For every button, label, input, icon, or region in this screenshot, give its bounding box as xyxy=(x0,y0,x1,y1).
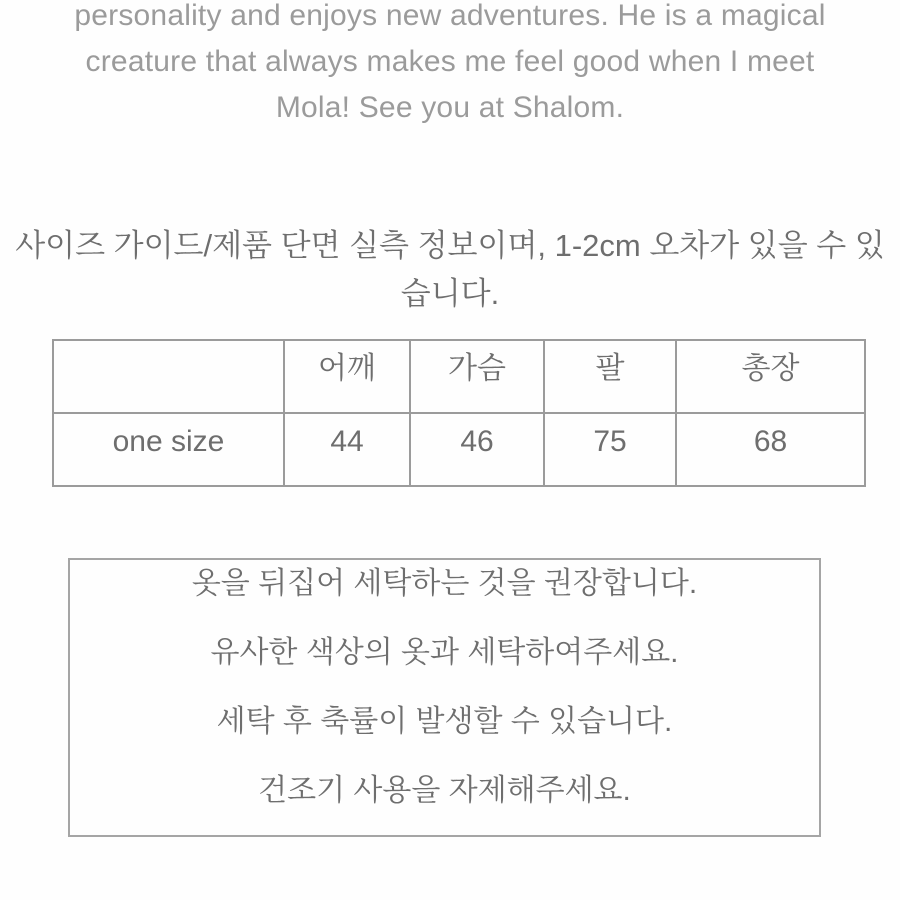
size-table-data-row xyxy=(53,413,865,486)
size-guide-note xyxy=(0,222,900,318)
size-table-corner-cell xyxy=(53,340,284,413)
value-chest: 46 xyxy=(410,413,544,486)
value-arm: 75 xyxy=(544,413,676,486)
size-table-header-row xyxy=(53,340,865,413)
care-instructions-box xyxy=(68,558,821,837)
size-guide-note-line: 사이즈 가이드/제품 단면 실측 정보이며, 1-2cm 오차가 있을 수 있 xyxy=(15,228,885,263)
intro-line: Mola! See you at Shalom. xyxy=(275,91,625,124)
care-instruction-line: 건조기 사용을 자제해주세요. xyxy=(258,773,631,807)
col-header-arm: 팔 xyxy=(544,340,676,413)
col-header-total-length: 총장 xyxy=(676,340,865,413)
value-shoulder: 44 xyxy=(284,413,410,486)
care-instruction-line: 유사한 색상의 옷과 세탁하여주세요. xyxy=(210,635,679,669)
col-header-shoulder: 어깨 xyxy=(284,340,410,413)
care-instruction-line: 옷을 뒤집어 세탁하는 것을 권장합니다. xyxy=(191,566,698,600)
care-instruction-line: 세탁 후 축률이 발생할 수 있습니다. xyxy=(216,704,673,738)
intro-line: personality and enjoys new adventures. He is a magical xyxy=(74,0,826,32)
size-guide-note-line: 습니다. xyxy=(400,276,500,311)
size-label-cell: one size xyxy=(53,413,284,486)
size-measurement-table xyxy=(52,339,866,487)
col-header-chest: 가슴 xyxy=(410,340,544,413)
value-total-length: 68 xyxy=(676,413,865,486)
intro-line: creature that always makes me feel good when I meet xyxy=(85,45,815,78)
intro-paragraph xyxy=(0,0,900,131)
